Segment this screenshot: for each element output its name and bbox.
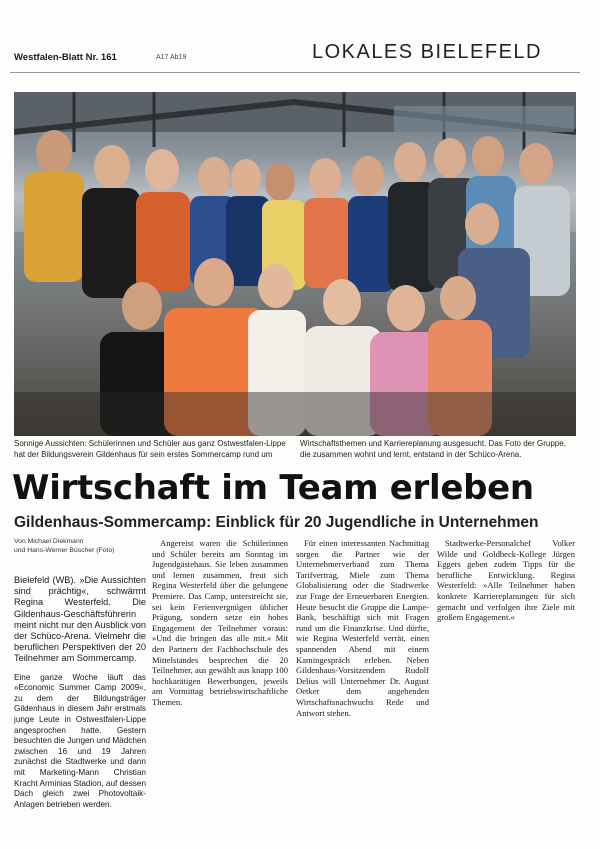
group-photo (14, 92, 576, 436)
article-paragraph-2: Angereist waren die Schülerinnen und Schüler bereits am Sonntag im Jugendgästehaus. Sie leben zusammen und lernen zusammen, freut sich Regina Westerfeld über die gelungene Premiere. Das Camp, unterstreicht sie, sei kein Ferienvergnügen üblicher Prägung, sondern setze ein hohes Engagement der Teilnehmer voraus: »Und die bringen das alle mit.« Mit den Partnern der Fachhochschule des Mittelstandes besprechen die 20 Teilnehmer, aus gewählt aus knapp 100 hochkarätigen Bewerbungen, jeweils am Vormittag betriebswirtschaftliche Themen. (152, 538, 288, 707)
article-paragraph-3: Für einen interessanten Nachmittag sorgen die Partner wie der Unternehmerverband zum Thema Tarifvertrag, Miele zum Thema Globalisierung oder die Stadtwerke zur Frage der Erneuerbaren Energien. Heute besucht die Gruppe die Lampe-Bank, beschäftigt sich mit Fragen rund um die Finanzkrise. Und dürfte, wie Regina Westerfeld verrät, einen spannenden Abend mit einem Kamingespräch erleben. Neben Gildenhaus-Vorsitzendem Rudolf Delius will Unternehmer Dr. August Oetker dem angehenden Wirtschaftsnachwuchs Rede und Antwort stehen. (296, 538, 429, 718)
photo-caption: Sonnige Aussichten: Schülerinnen und Schüler aus ganz Ostwestfalen-Lippe hat der Bildungsverein Gildenhaus für sein erstes Sommercamp rund um Wirtschaftsthemen und Karriereplanung ausgesucht. Das Foto der Gruppe, die zusammen wohnt und lernt, entstand in der Schüco-Arena. (14, 439, 566, 459)
article-headline: Wirtschaft im Team erleben (12, 468, 534, 508)
article-column-2 (152, 538, 288, 708)
photo-illustration (14, 92, 576, 436)
paper-name: Westfalen-Blatt Nr. 161 (14, 52, 117, 63)
article-column-3 (296, 538, 429, 718)
byline-author: Von Michael Diekmann (14, 538, 84, 545)
article-paragraph-4: Stadtwerke-Personalchef Volker Wilde und Goldbeck-Kollege Jürgen Eggers geben zudem Tipps für die berufliche Entwicklung. Regina Westerfeld: »Alle Teilnehmer haben konkrete Karriereplanungen für sich gemacht und verfolgen ihre Ziele mit großem Engagement.« (437, 538, 575, 623)
article-intro: Bielefeld (WB). »Die Aussichten sind prächtig«, schwärmt Regina Westerfeld. Die Gildenhaus-Geschäftsführerin meint nicht nur den Ausblick von der Schüco-Arena. Vielmehr die beruflichen Perspektiven der 20 Teilnehmer am Sommercamp. (14, 575, 146, 664)
byline-photo: und Hans-Werner Büscher (Foto) (14, 546, 115, 554)
header-rule (10, 72, 580, 73)
article-subhead: Gildenhaus-Sommercamp: Einblick für 20 Jugendliche in Unternehmen (14, 514, 539, 531)
section-title: LOKALES BIELEFELD (311, 41, 542, 63)
article-paragraph-1: Eine ganze Woche läuft das »Economic Summer Camp 2009«, zu dem der Bildungsträger Gildenhaus in diesem Jahr erstmals junge Leute in Ostwestfalen-Lippe angesprochen hatte. Gestern besuchten die Jungen und Mädchen zwischen 16 und 19 Jahren zunächst die Stadtwerke und dann mit Marketing-Mann Christian Kracht Arminias Stadion, auf dessen Dach gleich zwei Photovoltaik-Anlagen betrieben werden. (14, 672, 147, 809)
article-column-4 (437, 538, 575, 623)
article-column-1 (14, 538, 146, 810)
page-code: A17 Ab19 (156, 54, 187, 61)
